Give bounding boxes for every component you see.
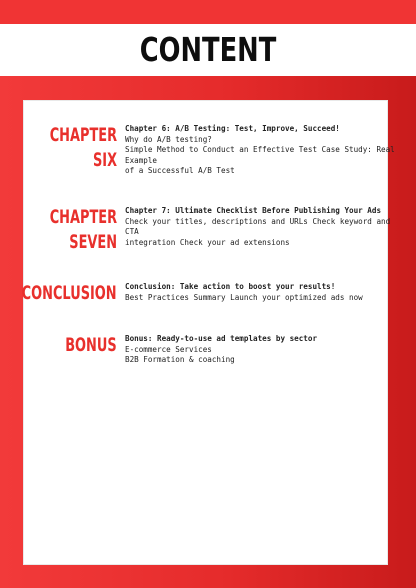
section-line: B2B Formation & coaching	[125, 355, 235, 365]
section-label-line: SIX	[92, 149, 117, 171]
section-label-line: BONUS	[65, 334, 117, 356]
section-line: Simple Method to Conduct an Effective Test Case Study: Real Example	[125, 145, 395, 165]
section-line: Check your titles, descriptions and URLs Check keyword and CTA	[125, 216, 391, 237]
section-line: Why do A/B testing?	[125, 134, 212, 144]
page-header	[0, 0, 416, 76]
section-line: of a Successful A/B Test	[125, 166, 235, 176]
section-line: integration Check your ad extensions	[125, 237, 290, 247]
section-body	[125, 206, 395, 248]
section-label-line: CHAPTER	[49, 124, 117, 146]
section-label	[50, 123, 117, 173]
section-label	[66, 333, 117, 358]
section-line: Best Practices Summary Launch your optimized ads now	[125, 292, 363, 302]
section-label-line: CHAPTER	[49, 206, 117, 228]
section-heading: Chapter 7: Ultimate Checklist Before Publishing Your Ads	[125, 206, 382, 215]
section-body	[125, 124, 395, 177]
section-label-line: CONCLUSION	[22, 282, 117, 304]
section-body	[125, 334, 395, 366]
contents-panel	[22, 100, 395, 565]
section-label-line: SEVEN	[69, 231, 117, 253]
section-heading: Bonus: Ready-to-use ad templates by sector	[125, 334, 318, 343]
section-body	[125, 282, 395, 303]
section-line: E-commerce Services	[125, 344, 212, 354]
section-heading: Chapter 6: A/B Testing: Test, Improve, Succeed!	[125, 124, 340, 133]
page-title: CONTENT	[139, 30, 277, 69]
section-label	[22, 281, 117, 306]
section-heading: Conclusion: Take action to boost your results!	[125, 282, 336, 291]
section-label	[50, 205, 117, 255]
